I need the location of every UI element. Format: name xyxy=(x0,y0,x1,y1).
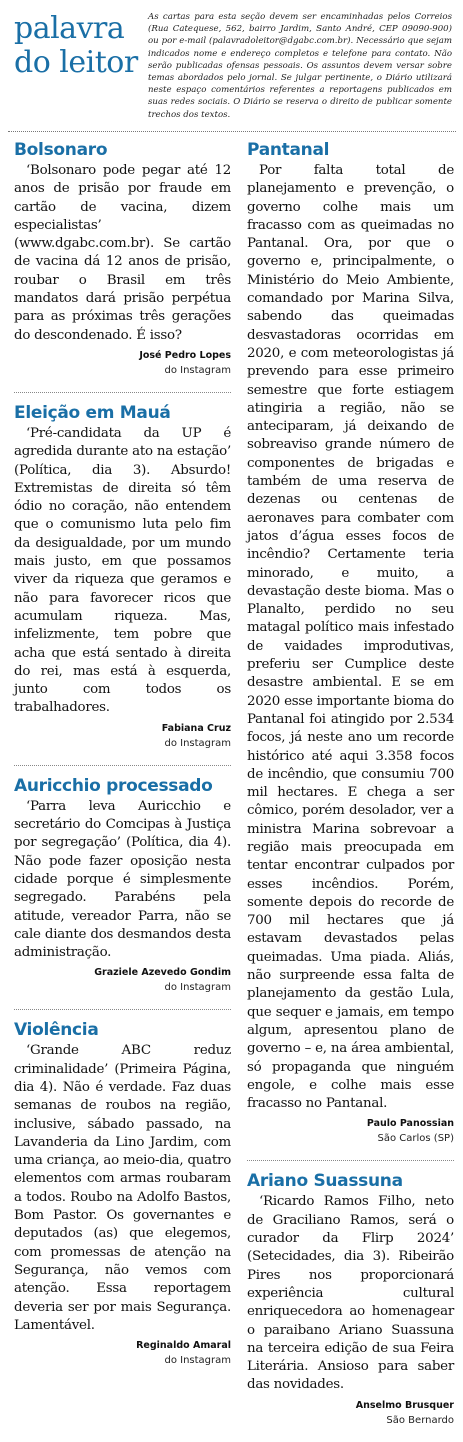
section-title-line1: palavra xyxy=(14,11,125,46)
letter-title: Ariano Suassuna xyxy=(247,1171,403,1192)
letter-origin: São Carlos (SP) xyxy=(377,1133,454,1145)
letter-author: Reginaldo Amaral xyxy=(136,1340,231,1352)
submission-instructions: As cartas para esta seção devem ser encaminhadas pelos Correios (Rua Catequese, 562, bairro Jardim, Santo André, CEP 09090-900) ou por e-mail (palavradoleitor@dgabc.com.br). Necessário que sejam indicados nome e endereço completos e telefone para contato. Não serão publicadas ofensas pessoais. Os assuntos devem versar sobre temas abordados pelo jornal. Se julgar pertinente, o Diário utilizará neste espaço comentários referentes a reportagens publicados em suas redes sociais. O Diário se reserva o direito de publicar somente trechos dos textos. xyxy=(148,12,452,120)
letter-origin: do Instagram xyxy=(164,1355,231,1367)
letter-origin: do Instagram xyxy=(164,982,231,994)
letter-title: Auricchio processado xyxy=(14,775,213,796)
letter-origin: do Instagram xyxy=(164,364,231,376)
letter-author: Graziele Azevedo Gondim xyxy=(94,967,231,979)
header-divider xyxy=(8,131,456,132)
letter-divider xyxy=(247,1160,454,1161)
letter-divider xyxy=(14,765,231,766)
letter-title: Eleição em Mauá xyxy=(14,402,171,423)
column-left xyxy=(14,140,231,1382)
letter xyxy=(14,140,231,378)
letter-author: Anselmo Brusquer xyxy=(355,1399,454,1411)
letter xyxy=(14,403,231,751)
letter-body: ‘Parra leva Auricchio e secretário do Comcipas à Justiça por segregação’ (Política, dia 4). Não pode fazer oposição nesta cidade porque é simplesmente segregado. Parabéns pela atitude, vereador Parra, não se cale diante dos desmandos desta administração. xyxy=(14,798,231,961)
letter-origin: do Instagram xyxy=(164,737,231,749)
letter-author: Paulo Panossian xyxy=(366,1118,454,1130)
letter-title: Violência xyxy=(14,1020,99,1041)
letter-body: ‘Grande ABC reduz criminalidade’ (Primeira Página, dia 4). Não é verdade. Faz duas semanas de roubos na região, inclusive, sábado passado, na Lavanderia da Lino Jardim, com uma criança, ao meio-dia, quatro elementos com armas roubaram a todos. Roubo na Adolfo Bastos, Bom Pastor. Os governantes e deputados (as) que elegemos, com promessas de atenção na Segurança, não vemos com atenção. Essa reportagem deveria ser por mais Segurança. Lamentável. xyxy=(14,1043,231,1333)
column-right xyxy=(247,140,454,1442)
letter-author: Fabiana Cruz xyxy=(161,722,231,734)
letter-author: José Pedro Lopes xyxy=(139,349,231,361)
letter-title: Pantanal xyxy=(247,140,330,160)
letter xyxy=(247,140,454,1146)
letter-title: Bolsonaro xyxy=(14,140,108,160)
letter xyxy=(14,1020,231,1368)
letter xyxy=(247,1171,454,1427)
letter xyxy=(14,776,231,996)
section-title xyxy=(14,12,144,80)
header xyxy=(0,0,463,130)
letter-divider xyxy=(14,1009,231,1010)
letter-origin: São Bernardo xyxy=(386,1414,454,1426)
letter-body: ‘Bolsonaro pode pegar até 12 anos de prisão por fraude em cartão de vacina, dizem especialistas’ (www.dgabc.com.br). Se cartão de vacina dá 12 anos de prisão, roubar o Brasil em três mandatos dará prisão perpétua para as próximas três gerações do descondenado. É isso? xyxy=(14,163,231,343)
letter-body: ‘Pré-candidata da UP é agredida durante ato na estação’ (Política, dia 3). Absurdo! Extremistas de direita só têm ódio no coração, não entendem que o comunismo luta pelo fim da desigualdade, por um mundo mais justo, em que possamos viver da riqueza que geramos e não para favorecer ricos que acumulam riqueza. Mas, infelizmente, tem pobre que acha que está sentado à direita do rei, mas está à esquerda, junto com todos os trabalhadores. xyxy=(14,425,231,716)
letter-body: ‘Ricardo Ramos Filho, neto de Graciliano Ramos, será o curador da Flirp 2024’ (Setecidades, dia 3). Ribeirão Pires nos proporcionará experiência cultural enriquecedora ao homenagear o paraibano Ariano Suassuna na terceira edição de sua Feira Literária. Ansioso para saber das novidades. xyxy=(247,1194,454,1393)
letter-body: Por falta total de planejamento e prevenção, o governo colhe mais um fracasso com as queimadas no Pantanal. Ora, por que o governo e, principalmente, o Ministério do Meio Ambiente, comandado por Marina Silva, sabendo das queimadas desvastadoras ocorridas em 2020, e com meteorologistas já prevendo para esse primeiro semestre que forte estiagem atingiria a região, não se anteciparam, já deixando de sobreaviso grande número de componentes de brigadas e também de uma reserva de dezenas ou centenas de aeronaves para combater com jatos d’água esses focos de incêndio? Certamente teria minorado, e muito, a devastação deste bioma. Mas o Planalto, perdido no seu matagal político mais infestado de vaidades improdutivas, preferiu ser Cumplice deste desastre ambiental. E se em 2020 esse importante bioma do Pantanal foi atingido por 2.534 focos, já neste ano um recorde histórico até aqui 3.358 focos de incêndio, que consumiu 700 mil hectares. E chega a ser cômico, porém desolador, ver a ministra Marina sobrevoar a região mais preocupada em tentar encontrar culpados por esses incêndios. Porém, somente depois do recorde de 700 mil hectares que já estavam devastados pelas queimadas. Uma piada. Aliás, não surpreende essa falta de planejamento da gestão Lula, que sequer e jamais, em tempo algum, apresentou plano de governo – e, na área ambiental, só propaganda que ninguém engole, e colhe mais esse fracasso no Pantanal. xyxy=(247,163,454,1112)
section-title-line2: do leitor xyxy=(14,45,138,80)
letter-divider xyxy=(14,392,231,393)
